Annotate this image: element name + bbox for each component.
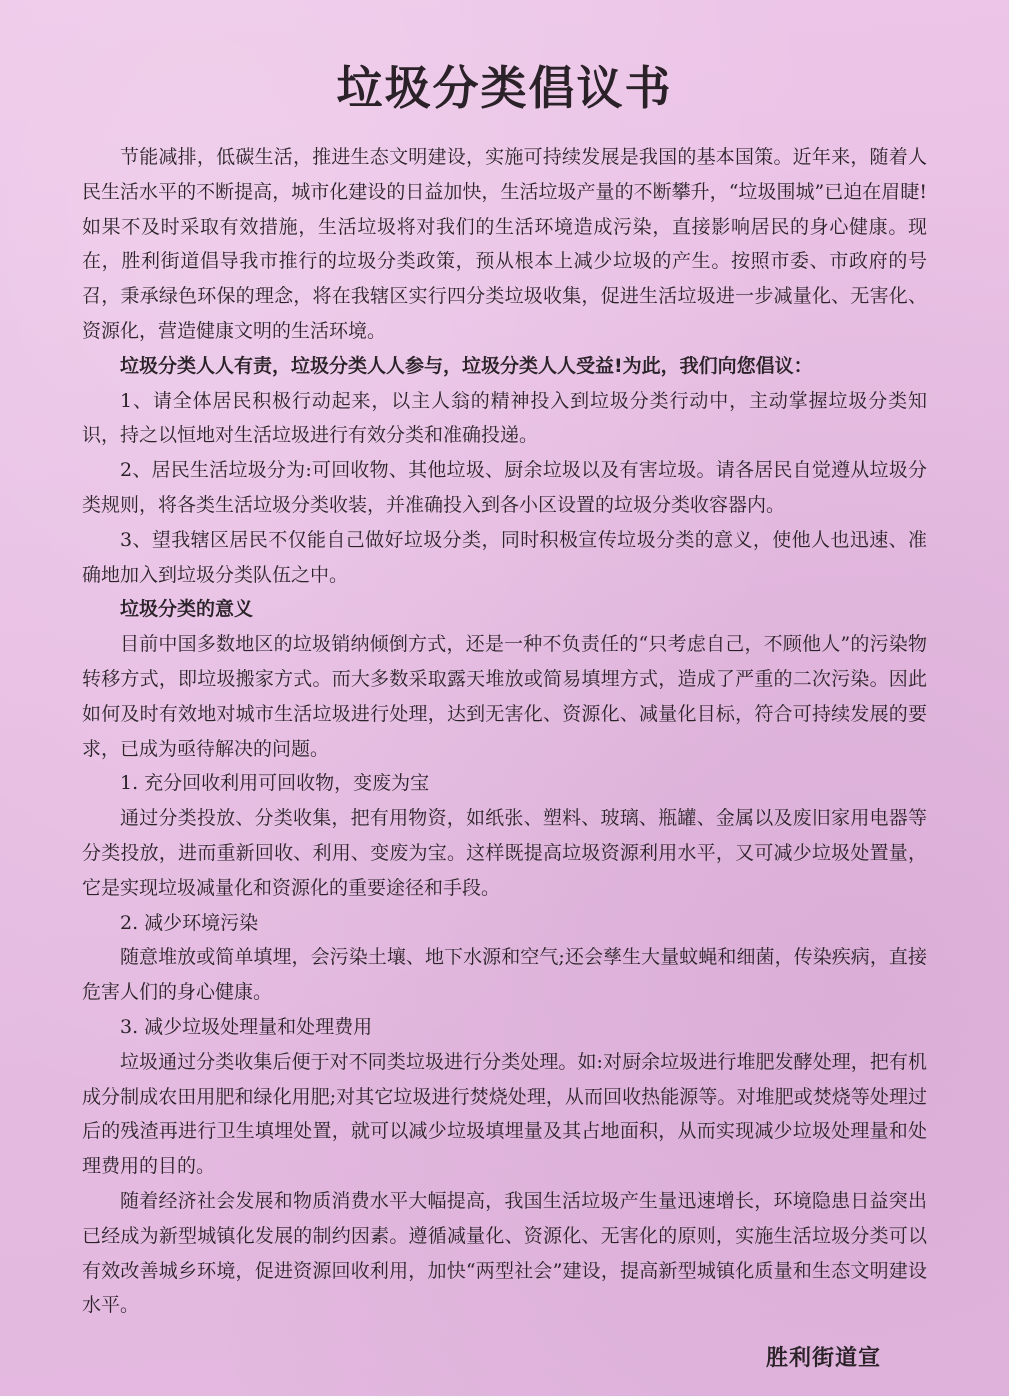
point-heading: 3. 减少垃圾处理量和处理费用 — [120, 1015, 373, 1038]
point-text: 通过分类投放、分类收集，把有用物资，如纸张、塑料、玻璃、瓶罐、金属以及废旧家用电器等分类投放，进而重新回收、利用、变废为宝。这样既提高垃圾资源利用水平，又可减少垃圾处置量，它是实现垃圾减量化和资源化的重要途径和手段。 — [82, 807, 927, 899]
point-heading: 1. 充分回收利用可回收物，变废为宝 — [120, 772, 430, 795]
point-heading: 2. 减少环境污染 — [120, 911, 259, 934]
document-body — [82, 140, 927, 1323]
significance-heading: 垃圾分类的意义 — [120, 598, 254, 621]
document-title: 垃圾分类倡议书 — [336, 61, 673, 115]
proposal-item: 2、居民生活垃圾分为:可回收物、其他垃圾、厨余垃圾以及有害垃圾。请各居民自觉遵从垃圾分类规则，将各类生活垃圾分类收装，并准确投入到各小区设置的垃圾分类收容器内。 — [82, 459, 927, 516]
point-text: 垃圾通过分类收集后便于对不同类垃圾进行分类处理。如:对厨余垃圾进行堆肥发酵处理，把有机成分制成农田用肥和绿化用肥;对其它垃圾进行焚烧处理，从而回收热能源等。对堆肥或焚烧等处理过后的残渣再进行卫生填埋处置，就可以减少垃圾填埋量及其占地面积，从而实现减少垃圾处理量和处理费用的目的。 — [82, 1050, 927, 1178]
conclusion-paragraph: 随着经济社会发展和物质消费水平大幅提高，我国生活垃圾产生量迅速增长，环境隐患日益突出已经成为新型城镇化发展的制约因素。遵循减量化、资源化、无害化的原则，实施生活垃圾分类可以有效改善城乡环境，促进资源回收利用，加快“两型社会”建设，提高新型城镇化质量和生态文明建设水平。 — [82, 1189, 927, 1317]
proposal-item: 3、望我辖区居民不仅能自己做好垃圾分类，同时积极宣传垃圾分类的意义，使他人也迅速、准确地加入到垃圾分类队伍之中。 — [82, 528, 927, 586]
significance-intro: 目前中国多数地区的垃圾销纳倾倒方式，还是一种不负责任的“只考虑自己，不顾他人”的污染物转移方式，即垃圾搬家方式。而大多数采取露天堆放或简易填埋方式，造成了严重的二次污染。因此如何及时有效地对城市生活垃圾进行处理，达到无害化、资源化、减量化目标，符合可持续发展的要求，已成为亟待解决的问题。 — [82, 633, 927, 760]
proposal-item: 1、请全体居民积极行动起来，以主人翁的精神投入到垃圾分类行动中，主动掌握垃圾分类知识，持之以恒地对生活垃圾进行有效分类和准确投递。 — [82, 389, 927, 447]
point-text: 随意堆放或简单填埋，会污染土壤、地下水源和空气;还会孳生大量蚊蝇和细菌，传染疾病，直接危害人们的身心健康。 — [82, 946, 927, 1004]
proposal-lead: 垃圾分类人人有责，垃圾分类人人参与，垃圾分类人人受益!为此，我们向您倡议： — [120, 354, 813, 377]
signature: 胜利街道宣 — [765, 1346, 881, 1371]
intro-paragraph: 节能减排，低碳生活，推进生态文明建设，实施可持续发展是我国的基本国策。近年来，随着人民生活水平的不断提高，城市化建设的日益加快，生活垃圾产量的不断攀升，“垃圾围城”已迫在眉睫!如果不及时采取有效措施，生活垃圾将对我们的生活环境造成污染，直接影响居民的身心健康。现在，胜利街道倡导我市推行的垃圾分类政策，预从根本上减少垃圾的产生。按照市委、市政府的号召，秉承绿色环保的理念，将在我辖区实行四分类垃圾收集，促进生活垃圾进一步减量化、无害化、资源化，营造健康文明的生活环境。 — [82, 146, 927, 342]
